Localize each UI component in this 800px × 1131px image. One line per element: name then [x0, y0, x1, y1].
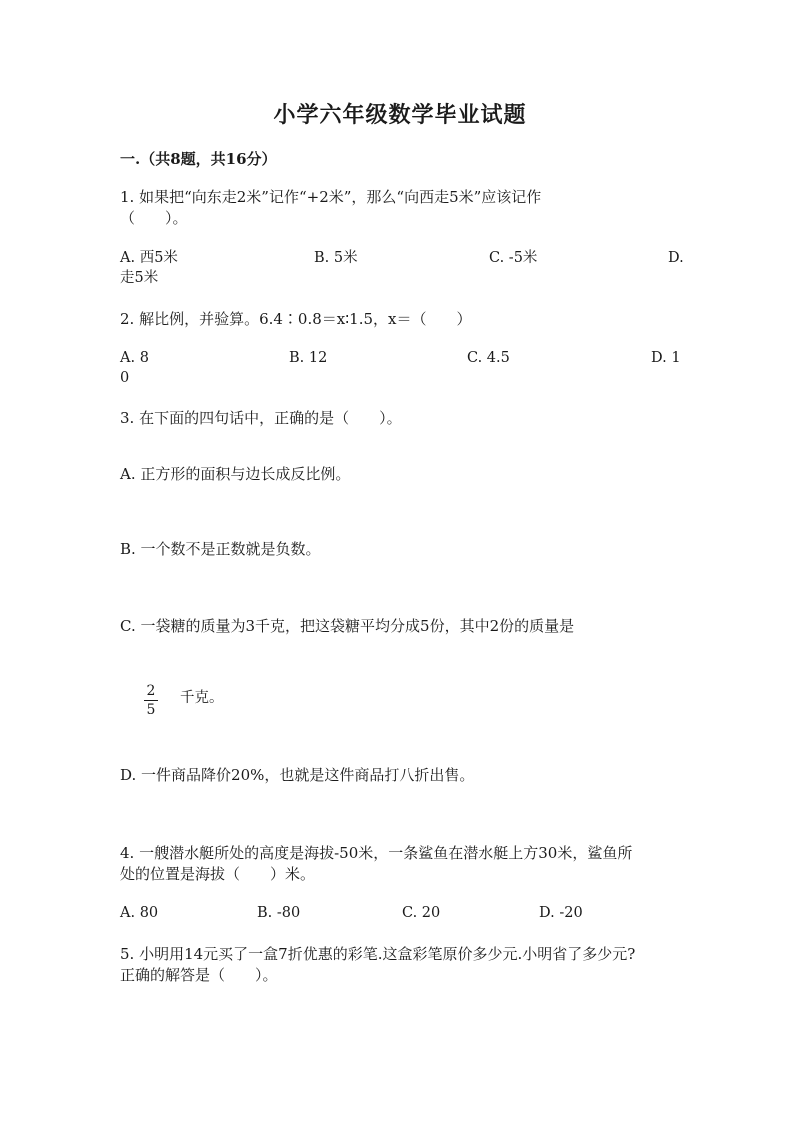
- question-4: [120, 843, 690, 885]
- question-5-line-1: 5. 小明用14元买了一盒7折优惠的彩笔.这盒彩笔原价多少元.小明省了多少元?: [120, 945, 636, 963]
- fraction-bar: [144, 700, 158, 701]
- question-5-line-2: 正确的解答是（ ）。: [120, 966, 278, 984]
- question-1-line-2: （ ）。: [120, 209, 188, 227]
- question-1-option-d-continued: 走5米: [120, 270, 159, 286]
- question-1-option-c: C. -5米: [489, 250, 538, 266]
- question-2-option-a: A. 8: [120, 350, 149, 366]
- question-3-option-a: A. 正方形的面积与边长成反比例。: [120, 465, 351, 483]
- question-4-option-b: B. -80: [257, 905, 301, 921]
- question-5: [120, 944, 700, 986]
- question-4-option-c: C. 20: [402, 905, 441, 921]
- question-3: 3. 在下面的四句话中，正确的是（ ）。: [120, 409, 402, 427]
- question-2-option-d: D. 1: [651, 350, 681, 366]
- fraction-numerator: 2: [146, 683, 156, 699]
- question-2-option-d-continued: 0: [120, 370, 130, 386]
- question-1-line-1: 1. 如果把“向东走2米”记作“+2米”，那么“向西走5米”应该记作: [120, 188, 542, 206]
- question-1-option-d: D.: [668, 250, 684, 266]
- question-2: 2. 解比例，并验算。6.4∶0.8＝x∶1.5，x＝（ ）: [120, 310, 472, 328]
- question-4-line-1: 4. 一艘潜水艇所处的高度是海拔-50米，一条鲨鱼在潜水艇上方30米，鲨鱼所: [120, 844, 633, 862]
- question-4-option-a: A. 80: [120, 905, 159, 921]
- question-1-option-b: B. 5米: [314, 250, 358, 266]
- question-4-line-2: 处的位置是海拔（ ）米。: [120, 865, 316, 883]
- question-2-option-c: C. 4.5: [467, 350, 510, 366]
- question-3-fraction: [142, 683, 160, 718]
- page-title: 小学六年级数学毕业试题: [273, 102, 527, 128]
- question-3-option-d: D. 一件商品降价20%，也就是这件商品打八折出售。: [120, 766, 475, 784]
- question-3-option-b: B. 一个数不是正数就是负数。: [120, 540, 321, 558]
- question-3-option-c: C. 一袋糖的质量为3千克，把这袋糖平均分成5份，其中2份的质量是: [120, 617, 575, 635]
- question-1-option-a: A. 西5米: [120, 250, 178, 266]
- question-4-option-d: D. -20: [539, 905, 583, 921]
- question-3-option-c-unit: 千克。: [180, 690, 224, 706]
- question-2-option-b: B. 12: [289, 350, 328, 366]
- section-heading: 一.（共8题，共16分）: [120, 150, 277, 168]
- fraction-denominator: 5: [146, 702, 156, 718]
- question-1: [120, 187, 690, 229]
